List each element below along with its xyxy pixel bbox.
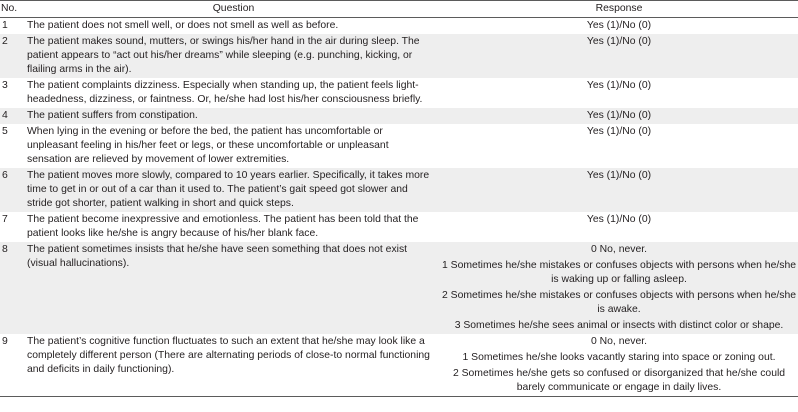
question-text: The patient’s cognitive function fluctuates to such an extent that he/she may look like a completely different person (There are alternating periods of close-to normal functioning and deficits in daily functioning). [27,334,440,397]
row-number: 7 [2,214,8,225]
header-row [0,1,798,18]
row-number: 4 [0,108,27,124]
table-row [0,124,798,168]
row-number: 2 [0,34,27,78]
table-row [0,78,798,108]
response-cell [440,78,798,108]
question-text: The patient become inexpressive and emotionless. The patient has been told that the patient looks like he/she is angry because of his/her blank face. [27,214,419,239]
response-cell [440,168,798,212]
table-row [0,18,798,35]
response-option: 3 Sometimes he/she sees animal or insects with distinct color or shape. [454,320,784,331]
table-row [0,34,798,78]
row-number: 1 [2,20,8,31]
response-option: 2 Sometimes he/she mistakes or confuses objects with persons when he/she is awake. [441,290,797,315]
question-text: The patient suffers from constipation. [27,108,440,124]
response-option: 1 Sometimes he/she looks vacantly staring into space or zoning out. [462,352,776,363]
response-cell [440,124,798,168]
table-row [0,108,798,124]
response-option: 0 No, never. [590,244,648,255]
row-number: 3 [2,80,8,91]
response-cell [440,334,798,397]
table-row [0,212,798,242]
response-cell [440,34,798,78]
question-text: The patient moves more slowly, compared to 10 years earlier. Specifically, it takes more time to get in or out of a car than it used to. The patient’s gait speed got slower and stride got shorter, patient walking in short and quick steps. [27,168,440,212]
response-option: Yes (1)/No (0) [586,214,652,225]
row-number: 8 [0,242,27,334]
question-text: The patient makes sound, mutters, or swings his/her hand in the air during sleep. The patient appears to “act out his/her dreams” while sleeping (e.g. punching, kicking, or flailing arms in the air). [27,34,440,78]
response-option: Yes (1)/No (0) [586,170,652,181]
response-option: Yes (1)/No (0) [586,110,652,121]
response-cell [440,242,798,334]
response-cell [440,18,798,35]
row-number: 9 [0,334,27,397]
row-number: 6 [0,168,27,212]
response-option: Yes (1)/No (0) [586,80,652,91]
table-row [0,168,798,212]
question-text: The patient sometimes insists that he/she have seen something that does not exist (visual hallucinations). [27,242,440,334]
response-cell [440,108,798,124]
header-question: Question [27,1,440,18]
question-text: The patient does not smell well, or does not smell as well as before. [27,20,339,31]
table-row [0,242,798,334]
response-option: 2 Sometimes he/she gets so confused or disorganized that he/she could barely communicate or engage in daily lives. [452,368,786,393]
response-option: 0 No, never. [590,336,648,347]
header-no: No. [0,1,27,18]
question-text: The patient complaints dizziness. Especially when standing up, the patient feels light-headedness, dizziness, or faintness. Or, he/she had lost his/her consciousness briefly. [27,80,423,105]
table-row [0,334,798,397]
row-number: 5 [2,126,8,137]
response-option: Yes (1)/No (0) [586,36,652,47]
response-option: Yes (1)/No (0) [586,20,652,31]
response-option: 1 Sometimes he/she mistakes or confuses objects with persons when he/she is waking up or falling asleep. [441,260,797,285]
response-cell [440,212,798,242]
response-option: Yes (1)/No (0) [586,126,652,137]
header-response: Response [440,1,798,18]
question-text: When lying in the evening or before the bed, the patient has uncomfortable or unpleasant feeling in his/her feet or legs, or these uncomfortable or unpleasant sensation are relieved by movement of lower extremities. [27,126,389,165]
